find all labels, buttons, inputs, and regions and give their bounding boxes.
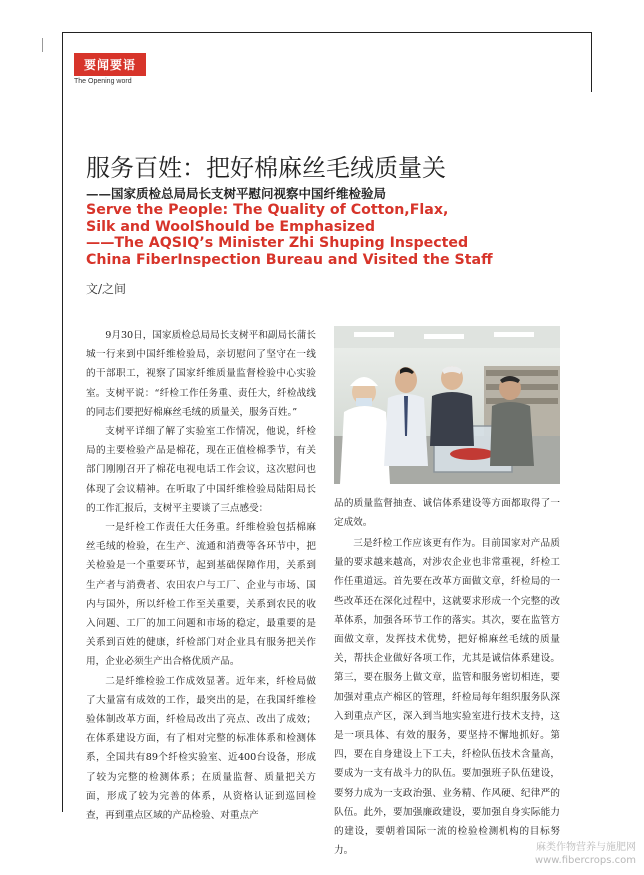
author-byline: 文/之间 bbox=[86, 282, 127, 296]
site-watermark bbox=[535, 841, 636, 867]
article-title-chinese: 服务百姓：把好棉麻丝毛绒质量关 bbox=[86, 154, 446, 182]
section-tag-english: The Opening word bbox=[74, 78, 132, 85]
article-paragraph-continued: 品的质量监督抽查、诚信体系建设等方面都取得了一定成效。 bbox=[334, 498, 560, 529]
article-title-english bbox=[86, 202, 566, 268]
article-photo bbox=[334, 326, 560, 484]
article-paragraph: 支树平详细了解了实验室工作情况，他说，纤检局的主要检验产品是棉花，现在正值检棉季节，有关部门刚刚召开了棉花电视电话工作会议，这次慰问也体现了会议精神。在听取了中国纤维检验局陆阳局长的工作汇报后，支树平主要谈了三点感受： bbox=[86, 426, 316, 514]
title-en-line: Silk and WoolShould be Emphasized bbox=[86, 218, 376, 235]
article-subtitle-chinese: ——国家质检总局局长支树平慰问视察中国纤维检验局 bbox=[86, 186, 387, 201]
article-paragraph: 二是纤维检验工作成效显著。近年来，纤检局做了大量富有成效的工作，最突出的是，在我国纤维检验体制改革方面，纤检局改出了亮点、改出了成效；在体系建设方面，有了相对完整的标准体系和检测体系，全国共有89个纤检实验室、近400台设备，形成了较为完整的检测体系；在质量监督、质量把关方面，形成了较为完善的体系，从资格认证到巡回检查，再到重点区域的产品检验、对重点产 bbox=[86, 675, 316, 822]
section-tag bbox=[74, 53, 146, 85]
crop-mark bbox=[28, 38, 43, 52]
watermark-site-name: 麻类作物营养与施肥网 bbox=[536, 842, 636, 853]
lab-visit-photo bbox=[334, 326, 560, 484]
title-en-line: Serve the People: The Quality of Cotton,Flax, bbox=[86, 202, 449, 218]
watermark-url: www.fibercrops.com bbox=[534, 855, 636, 866]
article-right-column bbox=[334, 534, 560, 860]
frame-top-rule bbox=[62, 32, 592, 33]
title-en-line: China FiberInspection Bureau and Visited the Staff bbox=[86, 251, 493, 268]
frame-left-rule bbox=[62, 32, 63, 812]
article-right-continuation bbox=[334, 494, 560, 532]
section-tag-label: 要闻要语 bbox=[74, 53, 146, 76]
frame-right-rule bbox=[591, 32, 592, 92]
article-paragraph: 一是纤检工作责任大任务重。纤维检验包括棉麻丝毛绒的检验，在生产、流通和消费等各环节中，把关检验是一个重要环节，起到基础保障作用，关系到生产者与消费者、农田农户与工厂、企业与市场、国内与国外，所以纤检工作至关重要，关系到农民的收入问题、工厂的加工问题和市场的稳定，最重要的是关系到百姓的健康，纤检部门对企业具有服务把关作用，企业必须生产出合格优质产品。 bbox=[86, 522, 316, 668]
article-paragraph: 三是纤检工作应该更有作为。目前国家对产品质量的要求越来越高，对涉农企业也非常重视，纤检工作任重道远。首先要在改革方面做文章，纤检局的一些改革还在深化过程中，这就要求形成一个完整的改革体系，加强各环节工作的落实。其次，要在监管方面做文章，发挥技术优势，把好棉麻丝毛绒的质量关，帮扶企业做好各项工作，尤其是诚信体系建设。第三，要在服务上做文章，监管和服务密切相连，要加强对重点产棉区的管理，纤检局每年组织服务队深入到重点产区，深入到当地实验室进行技术支持，这是一项具体、有效的服务，要坚持不懈地抓好。第四，要在自身建设上下工夫，纤检队伍技术含量高，要成为一支有战斗力的队伍。要加强班子队伍建设，要努力成为一支政治强、业务精、作风硬、纪律严的队伍。此外，要加强廉政建设，要加强自身实际能力的建设，要朝着国际一流的检验检测机构的目标努力。 bbox=[334, 538, 560, 857]
title-en-line: ——The AQSIQ’s Minister Zhi Shuping Inspected bbox=[86, 235, 469, 251]
article-paragraph: 9月30日，国家质检总局局长支树平和副局长蒲长城一行来到中国纤维检验局，亲切慰问了坚守在一线的干部职工，视察了国家纤维质量监督检验中心实验室。支树平说：“纤检工作任务重、责任大，纤检战线的同志们要把好棉麻丝毛绒的质量关，服务百姓。” bbox=[86, 330, 316, 418]
article-left-column bbox=[86, 326, 316, 825]
